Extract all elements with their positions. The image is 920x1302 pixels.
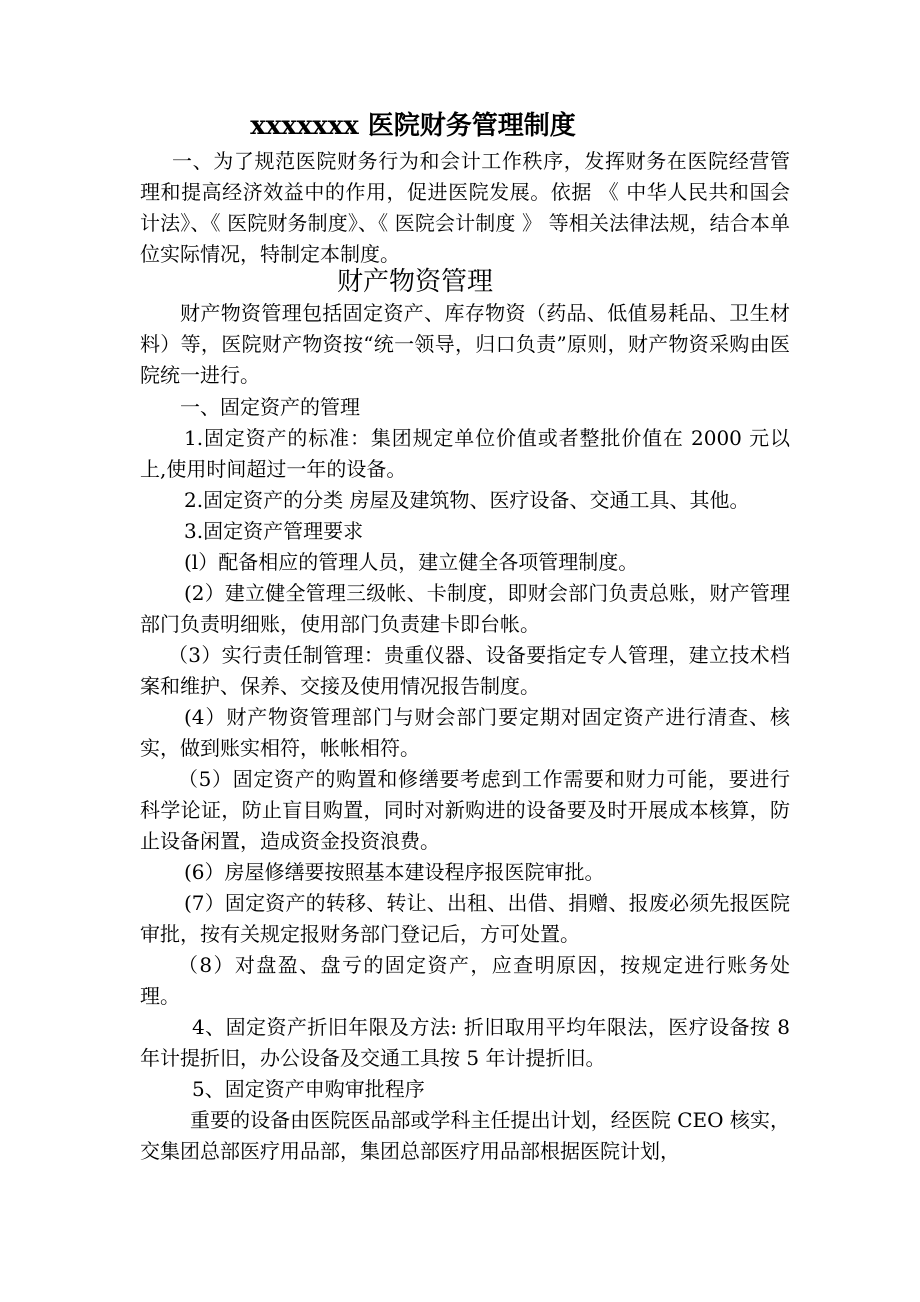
requirement-4: (4）财产物资管理部门与财会部门要定期对固定资产进行清查、核实，做到账实相符，帐帐相符。	[140, 705, 790, 760]
item-5-procurement-body: 重要的设备由医院医品部或学科主任提出计划，经医院 CEO 核实，交集团总部医疗用品部，集团总部医疗用品部根据医院计划，	[140, 1108, 790, 1163]
requirement-6: (6）房屋修缮要按照基本建设程序报医院审批。	[184, 860, 605, 884]
requirement-1: (l）配备相应的管理人员，建立健全各项管理制度。	[184, 550, 639, 574]
document-title: xxxxxxx 医院财务管理制度	[250, 111, 576, 141]
requirement-3: （3）实行责任制管理：贵重仪器、设备要指定专人管理，建立技术档案和维护、保养、交接及使用情况报告制度。	[140, 643, 790, 698]
section-title: 财产物资管理	[336, 267, 493, 297]
requirement-2: (2）建立健全管理三级帐、卡制度，即财会部门负责总账，财产管理部门负责明细账，使用部门负责建卡即台帐。	[140, 581, 790, 636]
intro-paragraph: 一、为了规范医院财务行为和会计工作秩序，发挥财务在医院经营管理和提高经济效益中的作用，促进医院发展。依据 《 中华人民共和国会计法》、《 医院财务制度》、《 医院会计制度 》 等相关法律法规，结合本单位实际情况，特制定本制度。	[140, 149, 790, 266]
item-2-classification: 2.固定资产的分类 房屋及建筑物、医疗设备、交通工具、其他。	[184, 488, 750, 512]
fixed-assets-heading: 一、固定资产的管理	[180, 395, 360, 419]
requirement-8: （8）对盘盈、盘亏的固定资产，应查明原因，按规定进行账务处理。	[140, 953, 790, 1008]
item-1-standard: 1.固定资产的标准：集团规定单位价值或者整批价值在 2000 元以上,使用时间超过一年的设备。	[140, 426, 790, 481]
item-4-depreciation: 4、固定资产折旧年限及方法: 折旧取用平均年限法，医疗设备按 8 年计提折旧，办公设备及交通工具按 5 年计提折旧。	[140, 1015, 790, 1070]
requirement-7: (7）固定资产的转移、转让、出租、出借、捐赠、报废必须先报医院审批，按有关规定报财务部门登记后，方可处置。	[140, 891, 790, 946]
requirement-5: （5）固定资产的购置和修缮要考虑到工作需要和财力可能，要进行科学论证，防止盲目购置，同时对新购进的设备要及时开展成本核算，防止设备闲置，造成资金投资浪费。	[140, 767, 790, 853]
section-intro-paragraph: 财产物资管理包括固定资产、库存物资（药品、低值易耗品、卫生材料）等，医院财产物资按“统一领导，归口负责”原则，财产物资采购由医院统一进行。	[140, 301, 790, 387]
item-5-procurement-heading: 5、固定资产申购审批程序	[192, 1077, 425, 1101]
item-3-requirements: 3.固定资产管理要求	[184, 519, 364, 543]
